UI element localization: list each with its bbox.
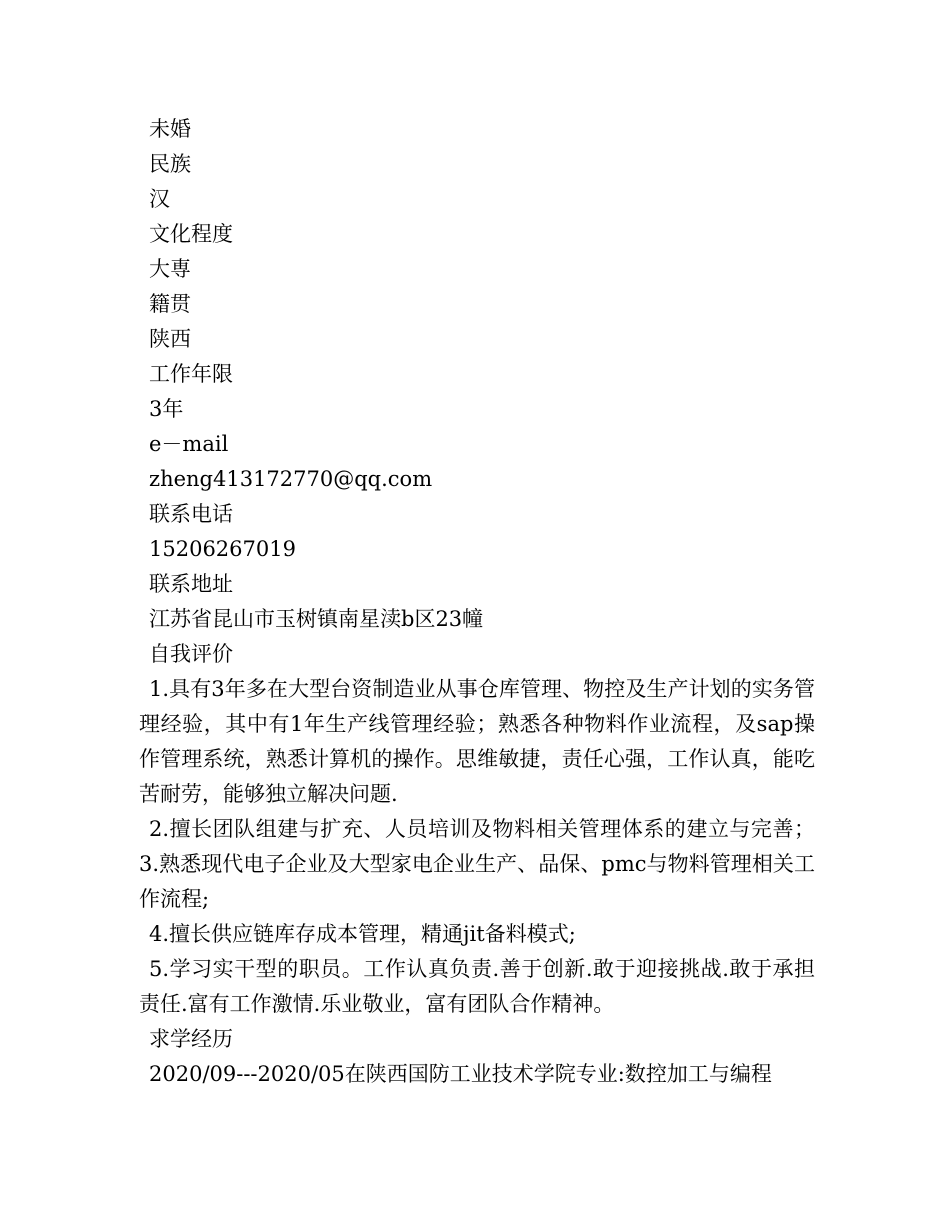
self-evaluation-item: 2.擅长团队组建与扩充、人员培训及物料相关管理体系的建立与完善；3.熟悉现代电子企业及大型家电企业生产、品保、pmc与物料管理相关工作流程; xyxy=(139,817,815,911)
email-label: e－mail xyxy=(149,432,229,456)
native-place-label: 籍贯 xyxy=(149,292,191,316)
self-evaluation-label: 自我评价 xyxy=(149,642,233,666)
marital-status-value: 未婚 xyxy=(149,117,191,141)
email-value: zheng413172770@qq.com xyxy=(149,467,433,491)
self-evaluation-item: 4.擅长供应链库存成本管理，精通jit备料模式; xyxy=(149,922,576,946)
work-years-label: 工作年限 xyxy=(149,362,233,386)
native-place-value: 陕西 xyxy=(149,327,191,351)
address-value: 江苏省昆山市玉树镇南星渎b区23幢 xyxy=(149,607,484,631)
self-evaluation-item: 5.学习实干型的职员。工作认真负责.善于创新.敢于迎接挑战.敢于承担责任.富有工作激情.乐业敬业，富有团队合作精神。 xyxy=(139,957,815,1016)
education-value: 大専 xyxy=(149,257,191,281)
address-label: 联系地址 xyxy=(149,572,233,596)
ethnicity-label: 民族 xyxy=(149,152,191,176)
education-history-label: 求学经历 xyxy=(149,1027,233,1051)
education-history-item: 2020/09---2020/05在陕西国防工业技术学院专业:数控加工与编程 xyxy=(149,1062,772,1086)
resume-content xyxy=(139,112,815,1092)
self-evaluation-item: 1.具有3年多在大型台资制造业从事仓库管理、物控及生产计划的实务管理经验，其中有1年生产线管理经验；熟悉各种物料作业流程，及sap操作管理系统，熟悉计算机的操作。思维敏捷，责任心强，工作认真，能吃苦耐劳，能够独立解决问题. xyxy=(139,677,815,806)
work-years-value: 3年 xyxy=(149,397,184,421)
education-label: 文化程度 xyxy=(149,222,233,246)
phone-label: 联系电话 xyxy=(149,502,233,526)
ethnicity-value: 汉 xyxy=(149,187,170,211)
phone-value: 15206267019 xyxy=(149,537,296,561)
